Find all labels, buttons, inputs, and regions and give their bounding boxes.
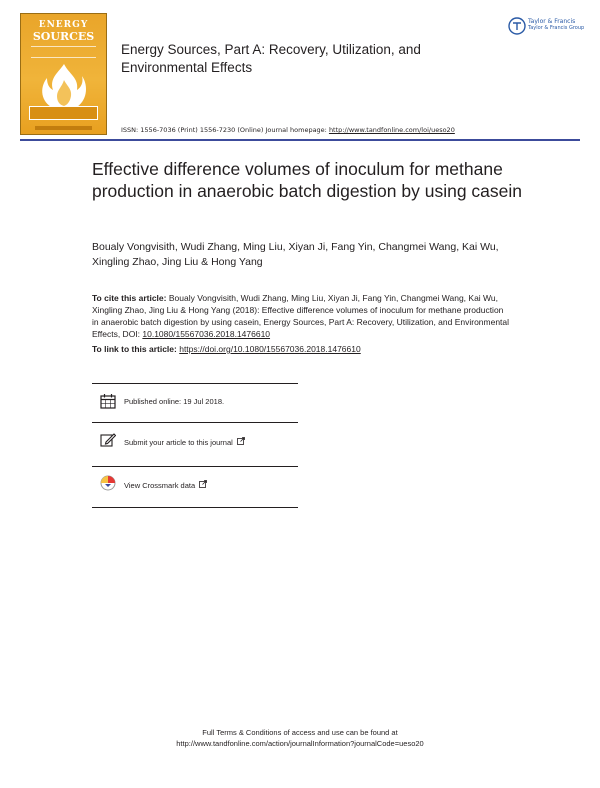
divider	[92, 466, 298, 467]
article-doi-link[interactable]: https://doi.org/10.1080/15567036.2018.1476610	[179, 344, 361, 354]
calendar-icon	[100, 393, 116, 409]
cover-band	[29, 106, 98, 120]
divider	[92, 383, 298, 384]
edit-icon[interactable]	[100, 432, 116, 448]
footer	[0, 727, 600, 749]
cover-subtitle-band	[31, 46, 96, 58]
article-authors: Boualy Vongvisith, Wudi Zhang, Ming Liu, Xiyan Ji, Fang Yin, Changmei Wang, Kai Wu, Xingling Zhao, Jing Liu & Hong Yang	[92, 241, 499, 268]
article-title: Effective difference volumes of inoculum for methane production in anaerobic batch digestion by using casein	[92, 159, 523, 201]
crossmark-icon[interactable]	[100, 475, 116, 491]
journal-title[interactable]: Energy Sources, Part A: Recovery, Utilization, and Environmental Effects	[121, 42, 421, 75]
issn-line	[121, 126, 455, 134]
submit-article-link[interactable]	[124, 437, 245, 447]
cover-title-line1: ENERGY	[38, 20, 89, 30]
flame-icon	[39, 62, 89, 110]
divider	[92, 507, 298, 508]
published-online-text: Published online: 19 Jul 2018.	[124, 397, 225, 406]
journal-homepage-link[interactable]: http://www.tandfonline.com/loi/ueso20	[328, 126, 455, 134]
journal-cover	[20, 13, 107, 135]
publisher-logo-line2: Taylor & Francis Group	[528, 25, 585, 31]
link-label: To link to this article:	[92, 344, 180, 354]
footer-terms-link[interactable]: http://www.tandfonline.com/action/journalInformation?journalCode=ueso20	[176, 739, 424, 748]
header-divider	[20, 139, 580, 141]
cover-band-bottom	[35, 126, 92, 130]
footer-line1: Full Terms & Conditions of access and use can be found at	[202, 728, 398, 737]
link-block	[92, 343, 512, 355]
external-link-icon	[199, 480, 207, 488]
cover-title-line2: SOURCES	[32, 30, 95, 43]
divider	[92, 422, 298, 423]
publisher-logo-line1: Taylor & Francis	[528, 18, 576, 25]
citation-text: Boualy Vongvisith, Wudi Zhang, Ming Liu, Xiyan Ji, Fang Yin, Changmei Wang, Kai Wu, Xingling Zhao, Jing Liu & Hong Yang (2018): Effective difference volumes of inoculum for methane production in anaerobic batch digestion by using casein, Energy Sources, Part A: Recovery, Utilization, and Environmental Effects, DOI:	[92, 293, 510, 339]
issn-text: ISSN: 1556-7036 (Print) 1556-7230 (Online) Journal homepage:	[121, 126, 329, 134]
crossmark-text[interactable]: View Crossmark data	[124, 481, 196, 490]
citation-label: To cite this article:	[92, 293, 167, 303]
crossmark-link[interactable]	[124, 480, 207, 490]
taylor-francis-logo-icon	[508, 17, 526, 35]
publisher-logo-text	[528, 18, 584, 32]
citation-block	[92, 292, 512, 340]
external-link-icon	[237, 437, 245, 445]
submit-article-text[interactable]: Submit your article to this journal	[124, 438, 233, 447]
citation-doi-link[interactable]: 10.1080/15567036.2018.1476610	[142, 329, 271, 339]
